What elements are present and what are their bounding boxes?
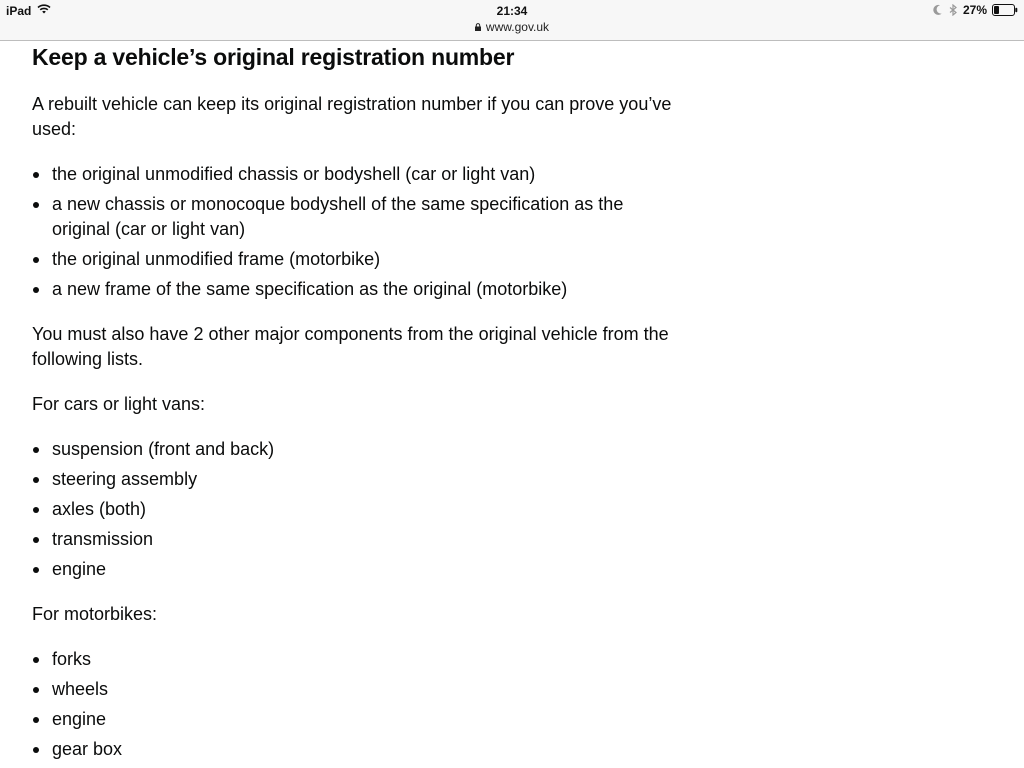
lock-icon [475, 23, 481, 31]
components-paragraph: You must also have 2 other major components from the original vehicle from the following lists. [32, 324, 669, 369]
list-item: engine [32, 707, 672, 732]
clock: 21:34 [496, 4, 528, 18]
motorbikes-heading: For motorbikes: [32, 604, 158, 624]
battery-percent: 27% [962, 3, 987, 17]
list-item: engine [32, 557, 672, 582]
list-item: a new chassis or monocoque bodyshell of the same specification as the original (car or light van) [32, 192, 672, 242]
bike-components-list [32, 647, 672, 762]
list-item: steering assembly [32, 467, 672, 492]
device-name: iPad [6, 4, 32, 18]
moon-icon [933, 4, 943, 16]
page-content [32, 42, 672, 767]
car-components-list [32, 437, 672, 582]
status-bar [0, 0, 1024, 41]
page-title: Keep a vehicle’s original registration number [32, 44, 515, 70]
list-item: wheels [32, 677, 672, 702]
bluetooth-icon [948, 4, 958, 16]
list-item: the original unmodified chassis or bodyshell (car or light van) [32, 162, 672, 187]
list-item: a new frame of the same specification as the original (motorbike) [32, 277, 672, 302]
list-item: the original unmodified frame (motorbike) [32, 247, 672, 272]
list-item: transmission [32, 527, 672, 552]
battery-icon [992, 4, 1018, 16]
list-item: forks [32, 647, 672, 672]
list-item: gear box [32, 737, 672, 762]
proof-list [32, 162, 672, 302]
list-item: axles (both) [32, 497, 672, 522]
cars-heading: For cars or light vans: [32, 394, 206, 414]
address-bar[interactable] [0, 20, 1024, 34]
url-text[interactable]: www.gov.uk [485, 20, 550, 34]
intro-paragraph: A rebuilt vehicle can keep its original registration number if you can prove you’ve used: [32, 94, 672, 139]
list-item: suspension (front and back) [32, 437, 672, 462]
system-status [933, 3, 1018, 17]
